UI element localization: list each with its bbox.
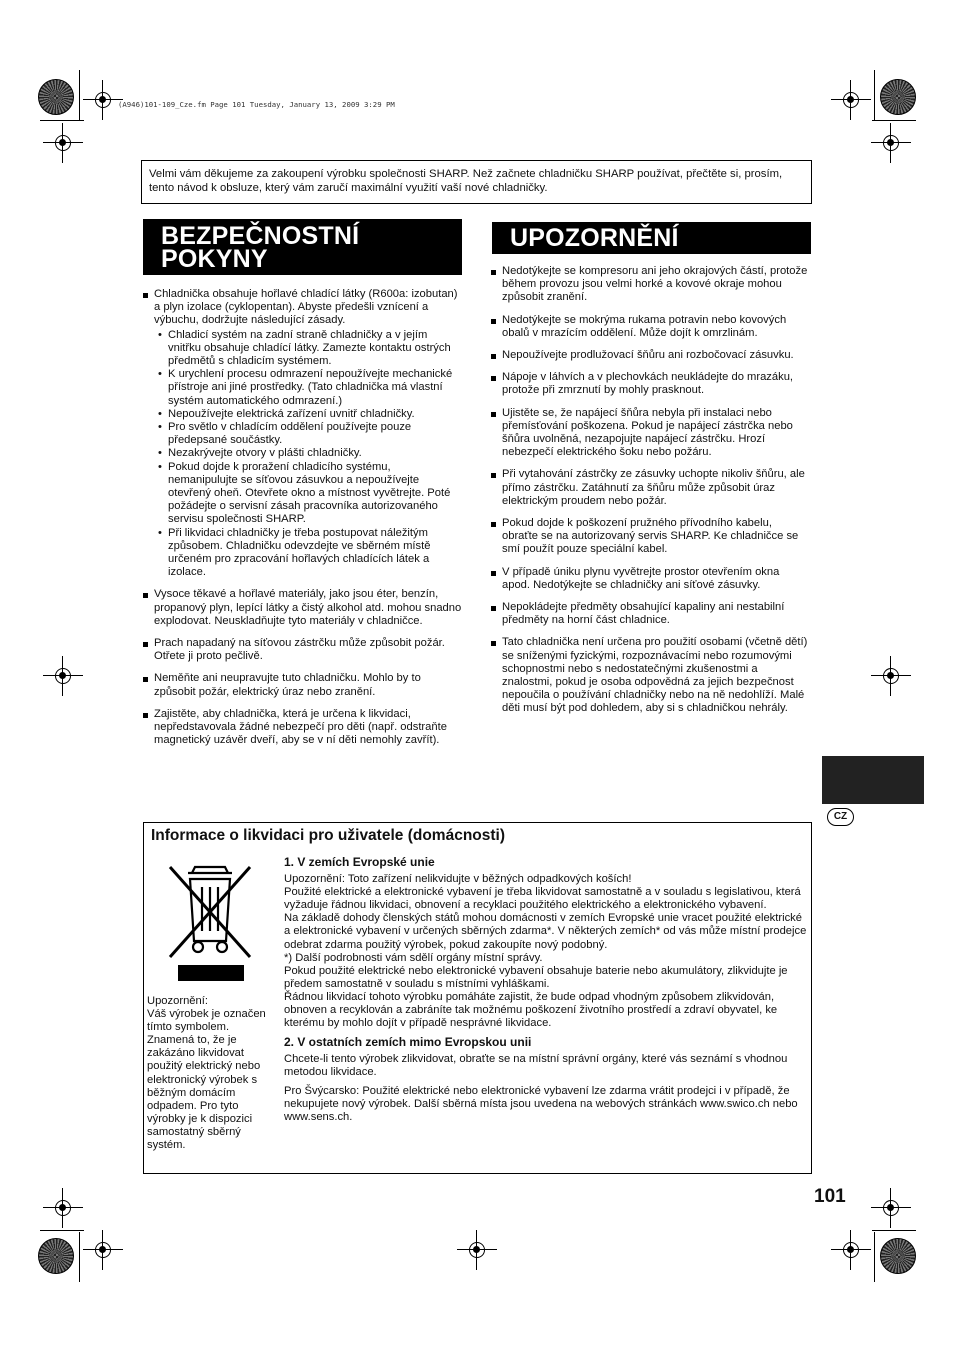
caution-item: Nedotýkejte se kompresoru ani jeho okrajových částí, protože během provozu jsou velmi horké a kovové okraje mohou způsobit zranění. [490, 265, 810, 305]
safety-item [142, 288, 462, 579]
disposal-title: Informace o likvidaci pro uživatele (domácnosti) [151, 827, 506, 844]
caution-item: Tato chladnička není určena pro použití osobami (včetně dětí) se sníženými fyzickými, rozpoznávacími nebo rozumovými schopnostmi nebo s nedostatečnými zkušenostmi a znalostmi, pokud je osoba odpovědná za jejich bezpečnost nepoučila o používání chladničky nebo na ně nedohlíží. Malé děti musí být pod dohledem, aby si s chladničkou nehrály. [490, 636, 810, 715]
section1-paragraph: Pokud použité elektrické nebo elektronické vybavení obsahuje baterie nebo akumulátory, zlikvidujte je předem samostatně v souladu s místními vyhláškami. [284, 964, 788, 990]
caution-item: Při vytahování zástrčky ze zásuvky uchopte nikoliv šňůru, ale přímo zástrčku. Zatáhnutí za šňůru může způsobit úraz elektrickým proudem nebo požár. [490, 468, 810, 508]
trim-line [874, 1232, 875, 1282]
safety-subitem: • Při likvidaci chladničky je třeba postupovat náležitým způsobem. Chladničku odevzdejte ve sběrném místě určeném pro zpracování hořlavých chladících látek a izolace. [156, 527, 462, 580]
safety-heading-line2: POKYNY [161, 245, 268, 273]
registration-rosette [38, 79, 74, 115]
trim-line [40, 1230, 84, 1231]
section2-paragraph: Pro Švýcarsko: Použité elektrické nebo elektronické vybavení lze zdarma vrátit prodejci i v případě, že nekupujete nový výrobek. Další sběrná místa jsou uvedena na webových stránkách www.swico.ch nebo www.sens.ch. [284, 1084, 798, 1123]
caution-item: Nápoje v láhvích a v plechovkách neukládejte do mrazáku, protože při zmrznutí by mohly prasknout. [490, 371, 810, 397]
safety-item: Prach napadaný na síťovou zástrčku může způsobit požár. Otřete ji proto pečlivě. [142, 637, 462, 663]
section1-paragraph: Řádnou likvidací tohoto výrobku pomáháte zajistit, že bude odpad vhodným způsobem zlikvidován, obnoven a recyklován a zabráníte tak možnému poškození životního prostředí a zdraví obyvatel, ke kterému by mohlo dojít v případě nesprávné likvidace. [284, 990, 778, 1030]
crosshair-mark [465, 1238, 489, 1262]
intro-box: Velmi vám děkujeme za zakoupení výrobku společnosti SHARP. Než začnete chladničku SHARP používat, přečtěte si, prosím, tento návod k obsluze, který vám zaručí maximální využití vaší nové chladničky. [141, 160, 812, 204]
crosshair-mark [839, 1238, 863, 1262]
trim-line [79, 70, 80, 120]
safety-subitem: • Chladicí systém na zadní straně chladničky a v jejím vnitřku obsahuje chladící látky. Zamezte kontaktu ostrých předmětů s chladicím systémem. [156, 329, 462, 369]
caution-item: Pokud dojde k poškození pružného přívodního kabelu, obraťte se na autorizovaný servis SHARP. Ke chladničce se smí použít pouze speciální kabel. [490, 517, 810, 557]
crosshair-mark [879, 1196, 903, 1220]
registration-rosette [880, 79, 916, 115]
caution-item: Nedotýkejte se mokrýma rukama potravin nebo kovových obalů v mrazícím oddělení. Může dojít k omrzlinám. [490, 314, 810, 340]
caution-item: Nepoužívejte prodlužovací šňůru ani rozbočovací zásuvku. [490, 349, 810, 362]
safety-item: Neměňte ani neupravujte tuto chladničku. Mohlo by to způsobit požár, elektrický úraz nebo zranění. [142, 672, 462, 698]
safety-item: Zajistěte, aby chladnička, která je určena k likvidaci, nepředstavovala žádné nebezpečí pro děti (např. odstraňte magnetický uzávěr dveří, aby se v ní děti nemohly zavřít). [142, 708, 462, 748]
caution-item: V případě úniku plynu vyvětrejte prostor otevřením okna apod. Nedotýkejte se chladničky ani síťové zásuvky. [490, 566, 810, 592]
section1-footnote: *) Další podrobnosti vám sdělí orgány místní správy. [284, 951, 543, 964]
trim-line [40, 120, 84, 121]
chapter-side-tab [822, 756, 924, 804]
safety-heading-line1: BEZPEČNOSTNÍ [161, 222, 360, 250]
section2-paragraph: Chcete-li tento výrobek zlikvidovat, obraťte se na místní správní orgány, které vás seznámí s vhodnou metodou likvidace. [284, 1053, 788, 1079]
caution-item: Ujistěte se, že napájecí šňůra nebyla při instalaci nebo přemísťování poškozena. Pokud je napájecí zástrčka nebo šňůra uvolněná, nezapojujte napájecí zástrčku. Hrozí nebezpečí elektrického šoku nebo požáru. [490, 407, 810, 460]
page-number: 101 [814, 1186, 846, 1207]
trim-line [872, 120, 916, 121]
safety-subitem: • Nezakrývejte otvory v plášti chladničky. [156, 447, 462, 460]
crossed-out-wheelie-bin-icon [166, 865, 254, 983]
crosshair-mark [879, 131, 903, 155]
disposal-body [284, 856, 809, 1124]
language-badge: CZ [827, 808, 854, 826]
safety-subitem: • K urychlení procesu odmrazení nepoužívejte mechanické přístroje ani jiné prostředky. (Tato chladnička má vlastní systém automatického odmrazení.) [156, 368, 462, 408]
disposal-note: Upozornění: Váš výrobek je označen tímto symbolem. Znamená to, že je zakázáno likvidovat použitý elektrický nebo elektronický výrobek s běžným domácím odpadem. Pro tyto výrobky je k dispozici samostatný sběrný systém. [147, 995, 266, 1152]
crosshair-mark [839, 88, 863, 112]
section1-paragraph: Použité elektrické a elektronické vybavení je třeba likvidovat samostatně a v souladu s legislativou, která vyžaduje řádnou likvidaci, obnovení a recyklaci použitého elektrického a elektronického vybavení. [284, 886, 801, 912]
safety-sublist [154, 329, 462, 580]
crosshair-mark [51, 131, 75, 155]
trim-line [874, 70, 875, 120]
section2-title: 2. V ostatních zemích mimo Evropskou unii [284, 1035, 532, 1050]
crosshair-mark [51, 1196, 75, 1220]
safety-subitem: • Pokud dojde k proražení chladicího systému, nemanipulujte se síťovou zásuvkou a nepoužívejte otevřený oheň. Otevřete okno a místnost vyvětrejte. Poté požádejte o servisní zásah pracovníka autorizovaného servisu společnosti SHARP. [156, 461, 462, 527]
caution-item: Nepokládejte předměty obsahující kapaliny ani nestabilní předměty na horní část chladnice. [490, 601, 810, 627]
caution-list [490, 265, 810, 725]
crosshair-mark [91, 88, 115, 112]
caution-heading-bar: UPOZORNĚNÍ [492, 222, 811, 254]
crosshair-mark [91, 1238, 115, 1262]
disposal-info-box [143, 822, 812, 1174]
section1-title: 1. V zemích Evropské unie [284, 855, 435, 869]
caution-heading [492, 222, 811, 254]
crosshair-mark [51, 664, 75, 688]
crosshair-mark [879, 664, 903, 688]
section1-paragraph: Na základě dohody členských států mohou domácnosti v zemích Evropské unie vracet použité elektrické a elektronické vybavení v určených sběrných zdarma*. V některých zemích* od vás může místní prodejce odebrat zdarma použitý výrobek, pokud zakoupíte nový podobný. [284, 912, 807, 951]
trim-line [79, 1232, 80, 1282]
section1-warning: Upozornění: Toto zařízení nelikvidujte v běžných odpadkových koších! [284, 873, 632, 886]
safety-subitem: • Nepoužívejte elektrická zařízení uvnitř chladničky. [156, 408, 462, 421]
registration-rosette [38, 1238, 74, 1274]
file-header: (A946)101-109_Cze.fm Page 101 Tuesday, January 13, 2009 3:29 PM [118, 100, 395, 109]
safety-heading [143, 219, 462, 275]
safety-subitem: • Pro světlo v chladícím oddělení používejte pouze předepsané součástky. [156, 421, 462, 447]
safety-item: Vysoce těkavé a hořlavé materiály, jako jsou éter, benzín, propanový plyn, lepící látky a čistý alkohol atd. mohou snadno explodovat. Neuskladňujte tyto materiály v chladničce. [142, 588, 462, 628]
safety-item-text: Chladnička obsahuje hořlavé chladící látky (R600a: izobutan) a plyn izolace (cyklopentan). Abyste předešli vznícení a výbuchu, dodržujte následující zásady. [154, 288, 458, 327]
trim-line [872, 1230, 916, 1231]
registration-rosette [880, 1238, 916, 1274]
safety-heading-bar [143, 219, 462, 275]
safety-list [142, 288, 462, 757]
